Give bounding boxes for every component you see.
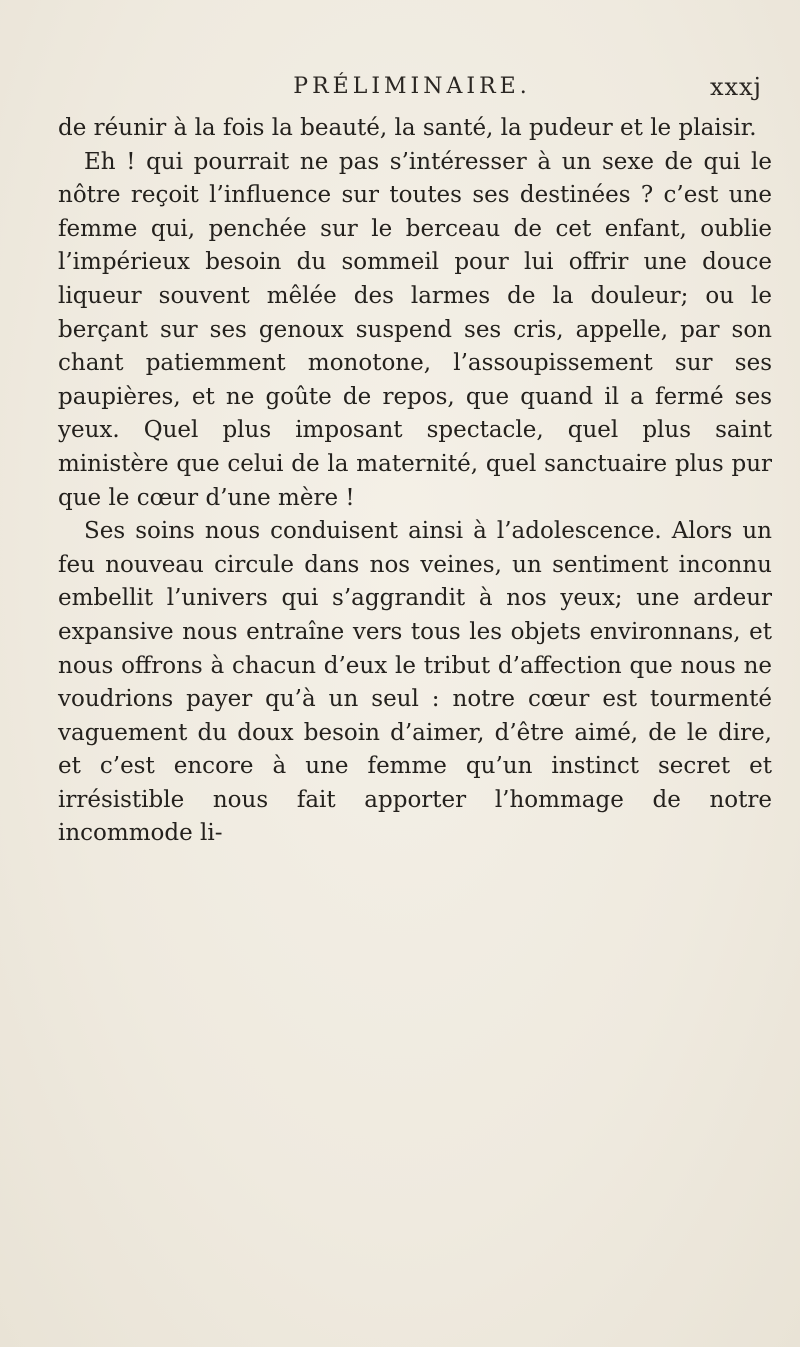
running-title: PRÉLIMINAIRE. — [293, 74, 531, 99]
body-text — [58, 112, 772, 851]
page-number: xxxj — [709, 73, 762, 101]
paragraph: Eh ! qui pourrait ne pas s’intéresser à un sexe de qui le nôtre reçoit l’influence sur toutes ses destinées ? c’est une femme qui, penchée sur le berceau de cet enfant, oublie l’impérieux besoin du sommeil pour lui offrir une douce liqueur souvent mêlée des larmes de la douleur; ou le berçant sur ses genoux suspend ses cris, appelle, par son chant patiemment monotone, l’assoupissement sur ses paupières, et ne goûte de repos, que quand il a fermé ses yeux. Quel plus imposant spectacle, quel plus saint ministère que celui de la maternité, quel sanctuaire plus pur que le cœur d’une mère ! — [58, 148, 772, 511]
paragraph: de réunir à la fois la beauté, la santé, la pudeur et le plaisir. — [58, 115, 757, 141]
page-header — [58, 74, 766, 114]
paragraph: Ses soins nous conduisent ainsi à l’adolescence. Alors un feu nouveau circule dans nos veines, un sentiment inconnu embellit l’univers qui s’aggrandit à nos yeux; une ardeur expansive nous entraîne vers tous les objets environnans, et nous offrons à chacun d’eux le tribut d’affection que nous ne voudrions payer qu’à un seul : notre cœur est tourmenté vaguement du doux besoin d’aimer, d’être aimé, de le dire, et c’est encore à une femme qu’un instinct secret et irrésistible nous fait apporter l’hommage de notre incommode li- — [58, 518, 772, 847]
